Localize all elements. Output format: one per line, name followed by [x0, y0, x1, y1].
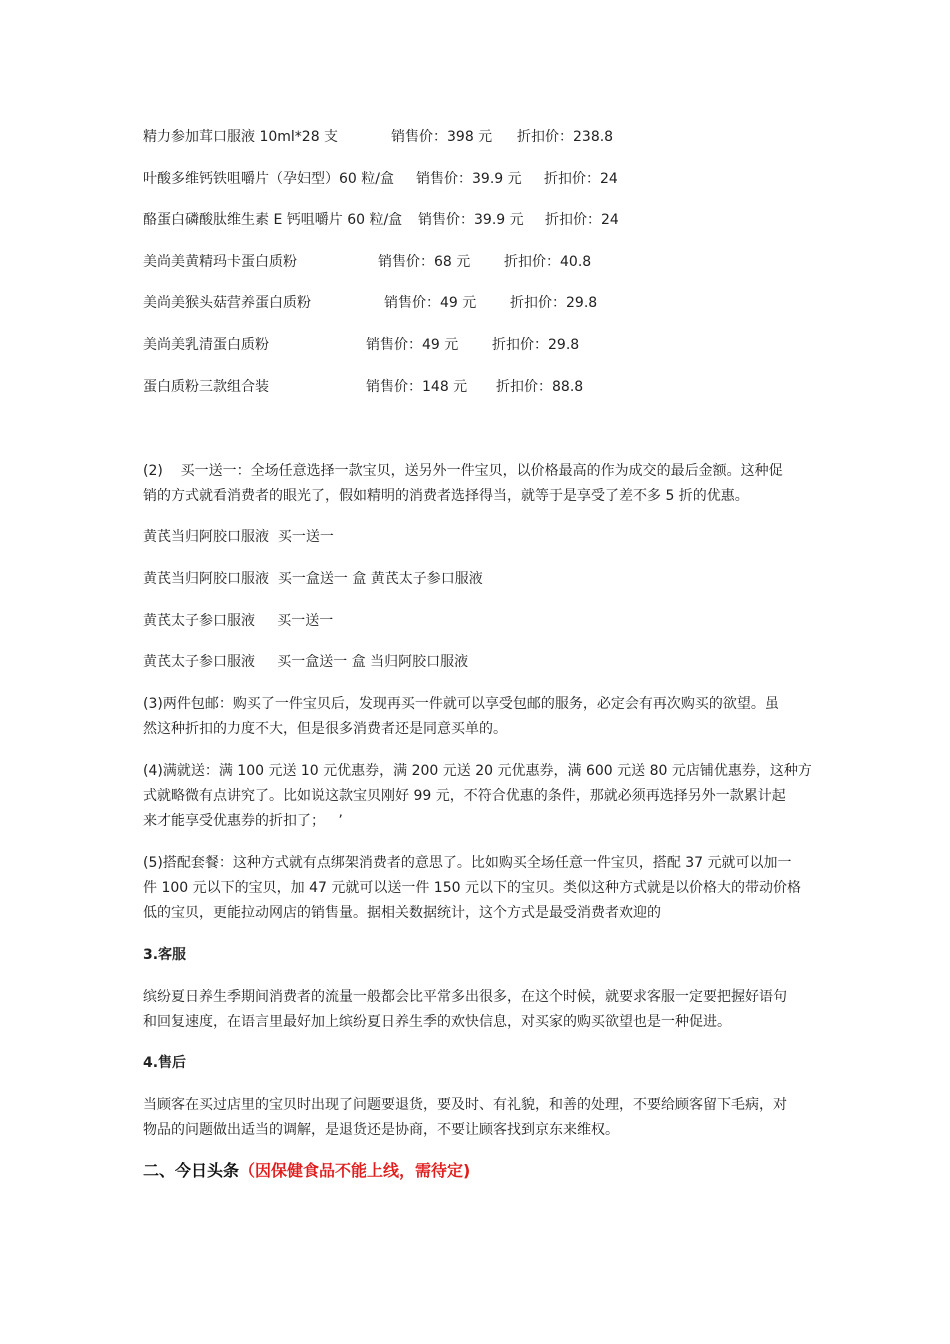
paragraph-line: (4)满就送：满 100 元送 10 元优惠券，满 200 元送 20 元优惠券，满 600 元送 80 元店铺优惠券，这种方 — [143, 763, 812, 779]
paragraph-line: 销的方式就看消费者的眼光了，假如精明的消费者选择得当，就等于是享受了差不多 5 折的优惠。 — [143, 488, 749, 504]
price-row — [143, 377, 843, 397]
sale-price: 销售价：49 元 — [366, 337, 459, 353]
heading-title: 二、今日头条 — [143, 1161, 240, 1180]
paragraph-line: 式就略微有点讲究了。比如说这款宝贝刚好 99 元，不符合优惠的条件，那就必须再选择另外一款累计起 — [143, 788, 786, 804]
paragraph-line: (5)搭配套餐：这种方式就有点绑架消费者的意思了。比如购买全场任意一件宝贝，搭配 37 元就可以加一 — [143, 855, 792, 871]
product-name: 美尚美猴头菇营养蛋白质粉 — [143, 295, 311, 311]
paragraph-line: 低的宝贝，更能拉动网店的销售量。据相关数据统计，这个方式是最受消费者欢迎的 — [143, 905, 661, 921]
heading-note: （因保健食品不能上线，需待定) — [239, 1161, 471, 1180]
discount-price: 折扣价：24 — [545, 212, 619, 228]
price-row — [143, 293, 843, 313]
paragraph-line: 件 100 元以下的宝贝，加 47 元就可以送一件 150 元以下的宝贝。类似这种方式就是以价格大的带动价格 — [143, 880, 801, 896]
discount-price: 折扣价：29.8 — [492, 337, 580, 353]
sale-price: 销售价：68 元 — [378, 254, 471, 270]
product-name: 酪蛋白磷酸肽维生素 E 钙咀嚼片 60 粒/盒 — [143, 212, 403, 228]
product-name: 美尚美乳清蛋白质粉 — [143, 337, 269, 353]
price-row — [143, 252, 843, 272]
discount-price: 折扣价：40.8 — [504, 254, 592, 270]
sale-price: 销售价：398 元 — [391, 129, 493, 145]
paragraph-line: 来才能享受优惠券的折扣了； ’ — [143, 813, 343, 829]
promo-item: 黄芪当归阿胶口服液 买一送一 — [143, 529, 334, 545]
price-row — [143, 169, 843, 189]
discount-price: 折扣价：24 — [544, 171, 618, 187]
product-name: 叶酸多维钙铁咀嚼片（孕妇型）60 粒/盒 — [143, 171, 394, 187]
paragraph-line: 物品的问题做出适当的调解，是退货还是协商，不要让顾客找到京东来维权。 — [143, 1122, 619, 1138]
sale-price: 销售价：39.9 元 — [418, 212, 524, 228]
paragraph-line: (3)两件包邮：购买了一件宝贝后，发现再买一件就可以享受包邮的服务，必定会有再次购买的欲望。虽 — [143, 696, 779, 712]
price-row — [143, 127, 843, 147]
section-title: 4.售后 — [143, 1055, 187, 1071]
promo-item: 黄芪太子参口服液 买一盒送一 盒 当归阿胶口服液 — [143, 654, 469, 670]
discount-price: 折扣价：29.8 — [510, 295, 598, 311]
paragraph-line: 当顾客在买过店里的宝贝时出现了问题要退货，要及时、有礼貌，和善的处理，不要给顾客留下毛病，对 — [143, 1097, 787, 1113]
discount-price: 折扣价：238.8 — [517, 129, 614, 145]
sale-price: 销售价：148 元 — [366, 379, 468, 395]
promo-item: 黄芪当归阿胶口服液 买一盒送一 盒 黄芪太子参口服液 — [143, 571, 483, 587]
sale-price: 销售价：49 元 — [384, 295, 477, 311]
paragraph-line: 和回复速度，在语言里最好加上缤纷夏日养生季的欢快信息，对买家的购买欲望也是一种促进。 — [143, 1014, 731, 1030]
section-title: 3.客服 — [143, 947, 187, 963]
heading-today-headlines — [143, 1160, 470, 1182]
product-name: 精力参加茸口服液 10ml*28 支 — [143, 129, 339, 145]
paragraph-line: (2) 买一送一：全场任意选择一款宝贝，送另外一件宝贝，以价格最高的作为成交的最后金额。这种促 — [143, 463, 783, 479]
paragraph-line: 缤纷夏日养生季期间消费者的流量一般都会比平常多出很多，在这个时候，就要求客服一定要把握好语句 — [143, 989, 787, 1005]
price-row — [143, 210, 843, 230]
price-row — [143, 335, 843, 355]
sale-price: 销售价：39.9 元 — [416, 171, 522, 187]
paragraph-line: 然这种折扣的力度不大，但是很多消费者还是同意买单的。 — [143, 721, 507, 737]
discount-price: 折扣价：88.8 — [496, 379, 584, 395]
product-name: 美尚美黄精玛卡蛋白质粉 — [143, 254, 297, 270]
promo-item: 黄芪太子参口服液 买一送一 — [143, 613, 334, 629]
product-name: 蛋白质粉三款组合装 — [143, 379, 269, 395]
